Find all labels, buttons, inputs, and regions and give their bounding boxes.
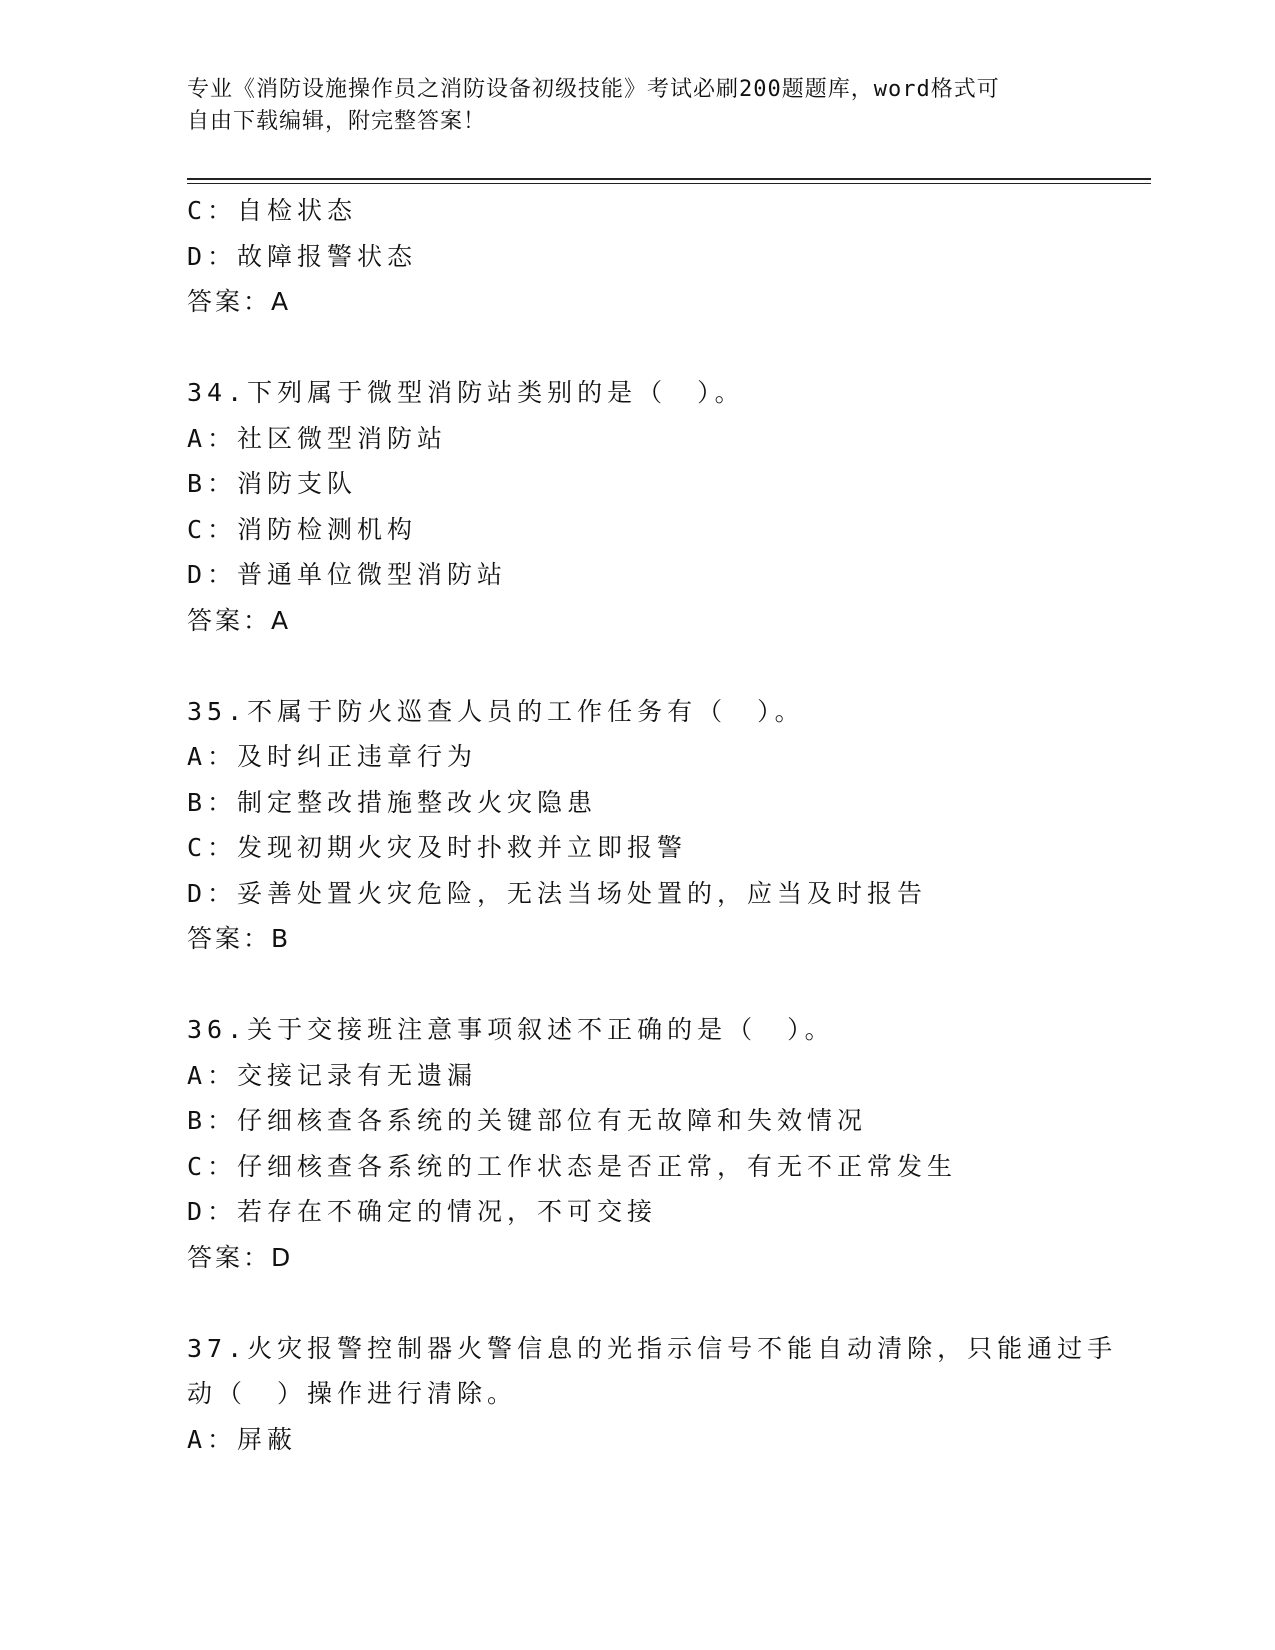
- answer-line: 答案：A: [187, 605, 292, 635]
- option-c: C：发现初期火灾及时扑救并立即报警: [187, 833, 688, 862]
- question-list: [187, 188, 1118, 1462]
- question-block-37: [187, 1326, 1118, 1463]
- header-line-2: 自由下载编辑，附完整答案！: [187, 109, 487, 134]
- question-text: 34.下列属于微型消防站类别的是（ ）。: [187, 378, 745, 407]
- option-c: C：自检状态: [187, 196, 358, 225]
- option-b: B：仔细核查各系统的关键部位有无故障和失效情况: [187, 1106, 868, 1135]
- question-text: 36.关于交接班注意事项叙述不正确的是（ ）。: [187, 1015, 835, 1044]
- header-divider-thick: [187, 178, 1151, 180]
- option-d: D：故障报警状态: [187, 241, 418, 271]
- question-block-36: [187, 1007, 1107, 1280]
- option-a: A：社区微型消防站: [187, 423, 448, 453]
- header-divider-thin: [187, 183, 1151, 184]
- document-header: [187, 74, 1087, 138]
- option-a: A：交接记录有无遗漏: [187, 1060, 478, 1090]
- answer-line: 答案：B: [187, 924, 292, 953]
- option-b: B：消防支队: [187, 469, 358, 498]
- option-c: C：消防检测机构: [187, 514, 418, 544]
- option-d: D：普通单位微型消防站: [187, 560, 508, 589]
- question-text-line-2: 动（ ）操作进行清除。: [187, 1379, 518, 1408]
- option-b: B：制定整改措施整改火灾隐患: [187, 787, 598, 817]
- option-d: D：妥善处置火灾危险，无法当场处置的，应当及时报告: [187, 878, 928, 908]
- answer-line: 答案：D: [187, 1242, 294, 1272]
- option-a: A：及时纠正违章行为: [187, 742, 478, 771]
- option-d: D：若存在不确定的情况，不可交接: [187, 1197, 658, 1226]
- spacer: [187, 325, 1107, 371]
- question-text: 35.不属于防火巡查人员的工作任务有（ ）。: [187, 696, 805, 726]
- spacer: [187, 1280, 1107, 1326]
- option-a: A：屏蔽: [187, 1424, 298, 1454]
- option-c: C：仔细核查各系统的工作状态是否正常，有无不正常发生: [187, 1151, 958, 1181]
- question-text-line-1: 37.火灾报警控制器火警信息的光指示信号不能自动清除，只能通过手: [187, 1333, 1118, 1363]
- question-block-35: [187, 689, 1107, 962]
- spacer: [187, 643, 1107, 689]
- spacer: [187, 962, 1107, 1008]
- question-block-34: [187, 370, 1107, 643]
- question-block-33: [187, 188, 1107, 325]
- answer-line: 答案：A: [187, 287, 292, 316]
- header-line-1: 专业《消防设施操作员之消防设备初级技能》考试必刷200题题库，word格式可: [187, 77, 1000, 102]
